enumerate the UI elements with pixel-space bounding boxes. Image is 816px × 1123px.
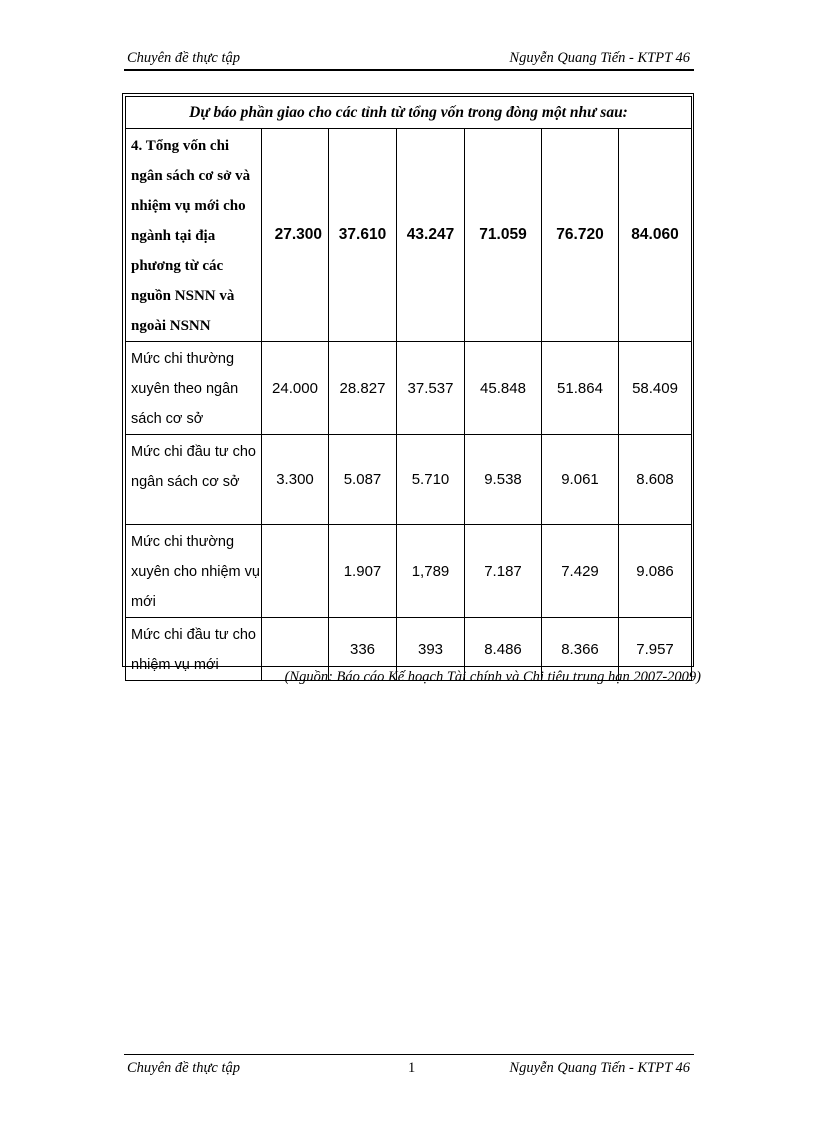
- table-cell: 45.848: [465, 342, 542, 435]
- table-cell: 393: [397, 618, 465, 681]
- page-footer: [124, 1054, 694, 1077]
- footer-left-text: Chuyên đề thực tập: [127, 1060, 241, 1076]
- row-label: Mức chi thường xuyên cho nhiệm vụ mới: [126, 525, 262, 618]
- table-caption: Dự báo phần giao cho các tỉnh từ tổng vốn trong đòng một như sau:: [126, 97, 692, 129]
- table-row: [126, 129, 692, 342]
- table-cell: 28.827: [329, 342, 397, 435]
- table-cell: 5.710: [397, 435, 465, 525]
- budget-forecast-table: [125, 96, 692, 681]
- table-cell: 43.247: [397, 129, 465, 342]
- table-cell: 51.864: [542, 342, 619, 435]
- table-cell: [262, 525, 329, 618]
- table-cell: 37.537: [397, 342, 465, 435]
- page-header: [124, 49, 694, 71]
- source-note: (Nguồn: Báo cáo Kế hoạch Tài chính và Chi tiêu trung hạn 2007-2009): [284, 669, 701, 685]
- table-cell: 336: [329, 618, 397, 681]
- table-cell: 7.957: [619, 618, 692, 681]
- budget-table-frame: [122, 93, 694, 673]
- table-cell: 7.187: [465, 525, 542, 618]
- table-cell: 5.087: [329, 435, 397, 525]
- table-cell: 27.300: [262, 129, 329, 342]
- row-label: 4. Tổng vốn chi ngân sách cơ sở và nhiệm vụ mới cho ngành tại địa phương từ các nguồn NSNN và ngoài NSNN: [126, 129, 262, 342]
- table-cell: 71.059: [465, 129, 542, 342]
- table-caption-row: [126, 97, 692, 129]
- row-label: Mức chi thường xuyên theo ngân sách cơ sở: [126, 342, 262, 435]
- table-cell: 9.538: [465, 435, 542, 525]
- header-left-text: Chuyên đề thực tập: [127, 50, 241, 66]
- table-cell: 58.409: [619, 342, 692, 435]
- table-row: [126, 525, 692, 618]
- page-number: 1: [408, 1060, 416, 1076]
- footer-right-text: Nguyễn Quang Tiến - KTPT 46: [509, 1060, 690, 1076]
- table-cell: 3.300: [262, 435, 329, 525]
- table-row: [126, 435, 692, 525]
- table-cell: 1,789: [397, 525, 465, 618]
- row-label: Mức chi đầu tư cho ngân sách cơ sở: [126, 435, 262, 525]
- table-cell: 24.000: [262, 342, 329, 435]
- table-cell: 8.486: [465, 618, 542, 681]
- table-cell: 9.086: [619, 525, 692, 618]
- table-cell: 8.608: [619, 435, 692, 525]
- table-cell: 37.610: [329, 129, 397, 342]
- table-cell: 8.366: [542, 618, 619, 681]
- table-cell: 9.061: [542, 435, 619, 525]
- table-cell: 84.060: [619, 129, 692, 342]
- row-label: Mức chi đầu tư cho nhiệm vụ mới: [126, 618, 262, 681]
- table-row: [126, 342, 692, 435]
- table-cell: 7.429: [542, 525, 619, 618]
- table-cell: 76.720: [542, 129, 619, 342]
- table-cell: 1.907: [329, 525, 397, 618]
- header-right-text: Nguyễn Quang Tiến - KTPT 46: [509, 50, 690, 66]
